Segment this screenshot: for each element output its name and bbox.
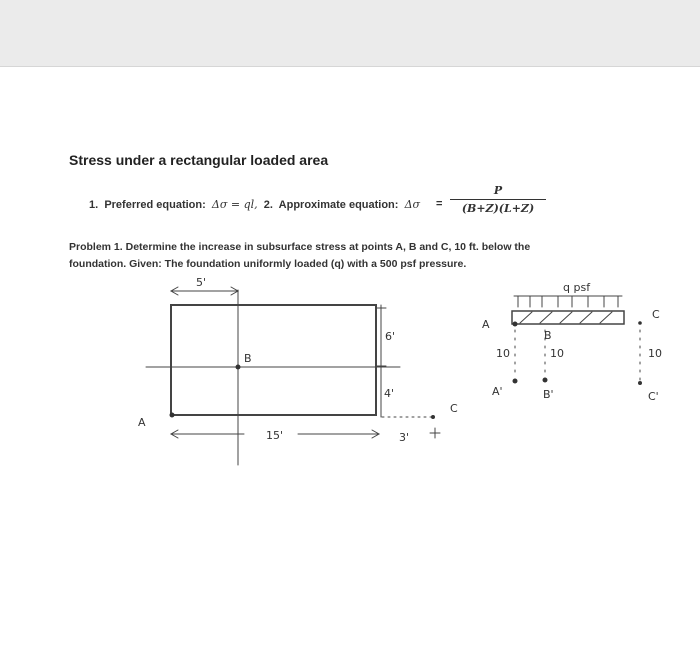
footing-section (512, 311, 624, 324)
depth-a-label: 10 (496, 347, 510, 360)
point-c-surface-marker (638, 321, 642, 325)
approximate-equation-label: Approximate equation: (278, 199, 399, 211)
fraction-denominator: (B+Z)(L+Z) (461, 202, 535, 215)
dim-bottom-label: 15' (266, 429, 284, 442)
depth-c-label: 10 (648, 347, 662, 360)
load-label: q psf (563, 281, 591, 294)
point-a-prime-marker (513, 379, 518, 384)
point-a-prime-label: A' (492, 385, 503, 398)
depth-b-label: 10 (550, 347, 564, 360)
point-c-label: C (450, 402, 458, 415)
approximate-equation-equals: = (436, 198, 443, 210)
section-point-c-label: C (652, 308, 660, 321)
approximate-equation-lhs: Δσ (404, 198, 421, 211)
point-c-prime-label: C' (648, 390, 659, 403)
section-label-b: B (544, 329, 552, 342)
dim-bottom-right-label: 3' (399, 431, 410, 444)
problem-label: Problem 1. (69, 241, 123, 253)
dim-right-upper-label: 6' (385, 330, 396, 343)
preferred-equation: Δσ = ql, (211, 198, 258, 211)
problem-text-line1: Determine the increase in subsurface stress at points A, B and C, 10 ft. below the (125, 241, 531, 253)
hatch-line (600, 312, 612, 323)
hatch-line (520, 312, 532, 323)
foundation-rectangle (171, 305, 376, 415)
point-a-label: A (138, 416, 146, 429)
hatch-line (540, 312, 552, 323)
point-b-prime-marker (543, 378, 548, 383)
item1-number: 1. (89, 199, 99, 211)
fraction-numerator: P (493, 184, 503, 197)
point-c-marker (431, 415, 435, 419)
preferred-equation-label: Preferred equation: (104, 199, 206, 211)
point-b-label: B (244, 352, 252, 365)
hatch-line (580, 312, 592, 323)
dim-top-label: 5' (196, 276, 207, 289)
problem-text-line2: foundation. Given: The foundation uniformly loaded (q) with a 500 psf pressure. (69, 258, 467, 270)
hatch-line (560, 312, 572, 323)
dim-right-lower-label: 4' (384, 387, 395, 400)
point-a-marker (170, 413, 175, 418)
point-b-prime-label: B' (543, 388, 554, 401)
point-a-surface-marker (513, 322, 518, 327)
point-b-marker (236, 365, 241, 370)
point-c-prime-marker (638, 381, 642, 385)
item2-number: 2. (263, 199, 273, 211)
section-point-a-label: A (482, 318, 490, 331)
page-title: Stress under a rectangular loaded area (69, 152, 329, 168)
